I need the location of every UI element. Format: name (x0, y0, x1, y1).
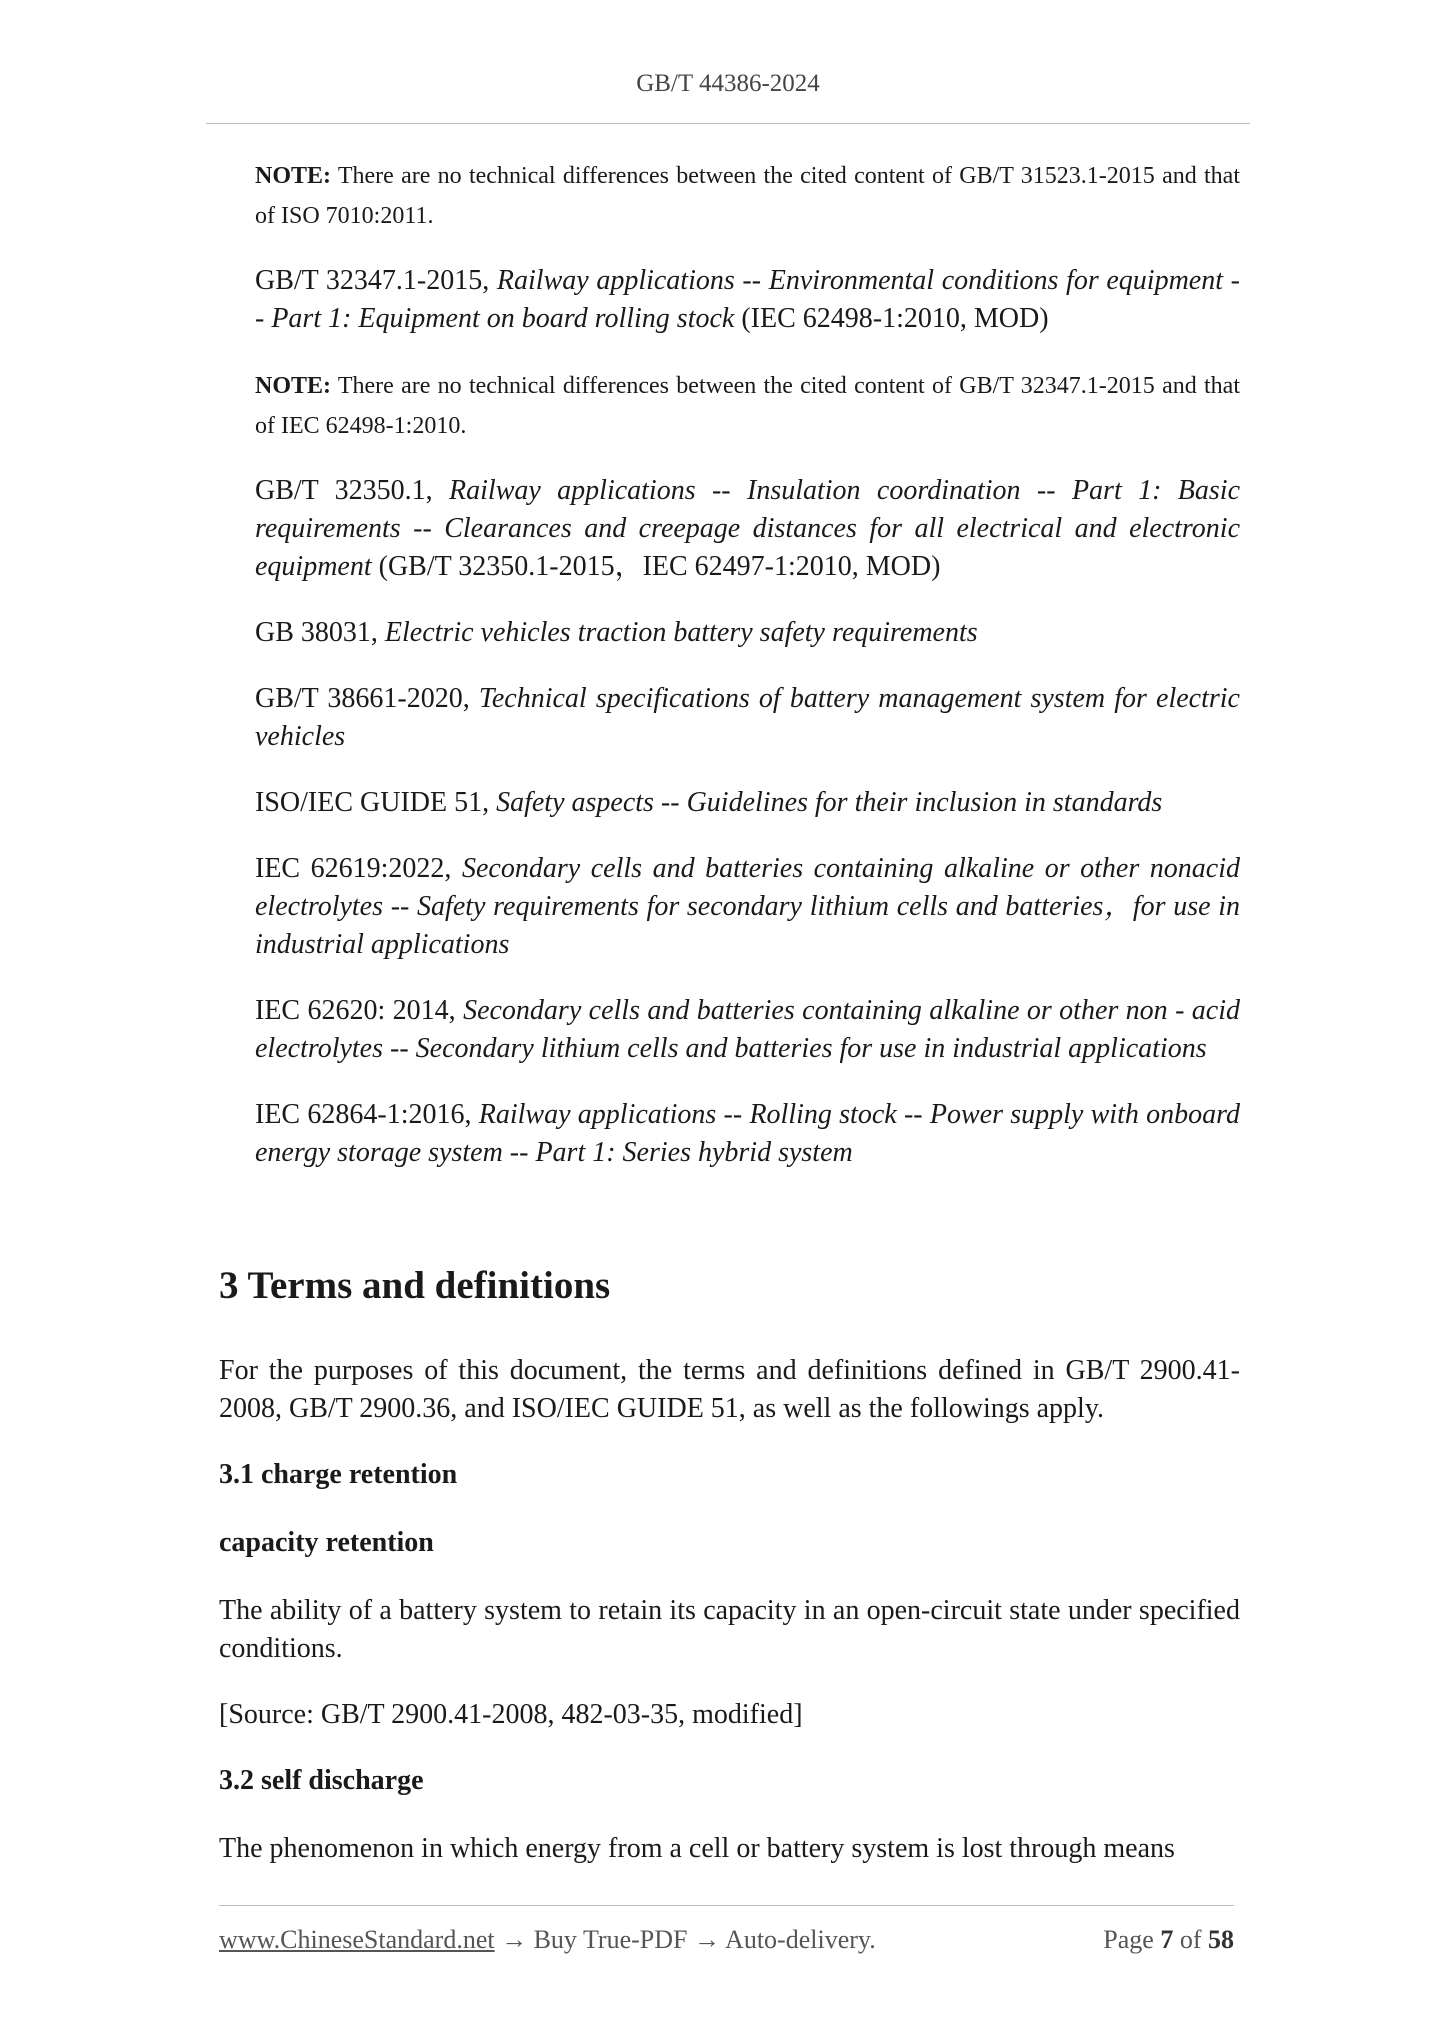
ref-suffix: (IEC 62498-1:2010, MOD) (734, 303, 1049, 334)
footer-divider (219, 1905, 1234, 1906)
footer-promo (219, 1925, 876, 1955)
term-heading-3-2: 3.2 self discharge (219, 1765, 424, 1796)
ref-suffix: (GB/T 32350.1-2015，IEC 62497-1:2010, MOD) (371, 551, 941, 582)
site-link[interactable]: www.ChineseStandard.net (219, 1925, 495, 1954)
note-2 (255, 366, 1240, 446)
note-text: There are no technical differences between the cited content of GB/T 32347.1-2015 and that of IEC 62498-1:2010. (255, 373, 1240, 439)
ref-title: Railway applications -- Insulation coordination -- Part 1: Basic requirements -- Clearances and creepage distances for all electrical and electronic equipment (255, 475, 1241, 582)
ref-code: GB 38031, (255, 617, 385, 648)
ref-code: GB/T 32347.1-2015, (255, 265, 497, 296)
ref-code: GB/T 38661-2020, (255, 683, 479, 714)
ref-title: Secondary cells and batteries containing alkaline or other nonacid electrolytes -- Safety requirements for secondary lithium cells and batteries，for use in industrial applications (255, 853, 1240, 960)
ref-title: Secondary cells and batteries containing alkaline or other non - acid electrolytes -- Secondary lithium cells and batteries for use in industrial applications (255, 995, 1240, 1064)
normative-references (255, 156, 1240, 1200)
document-footer (219, 1925, 1234, 1955)
ref-iec-62620 (255, 992, 1240, 1068)
terms-section (219, 1262, 1240, 1896)
ref-iso-iec-guide-51 (255, 784, 1240, 822)
ref-gb-38031 (255, 614, 1240, 652)
ref-gbt-32347 (255, 262, 1240, 338)
section-heading: 3 Terms and definitions (219, 1264, 611, 1307)
ref-iec-62619 (255, 850, 1240, 964)
ref-title: Technical specifications of battery management system for electric vehicles (255, 683, 1240, 752)
ref-code: IEC 62620: 2014, (255, 995, 464, 1026)
of-word: of (1173, 1925, 1208, 1954)
ref-code: ISO/IEC GUIDE 51, (255, 787, 497, 818)
section-intro: For the purposes of this document, the terms and definitions defined in GB/T 2900.41-2008, GB/T 2900.36, and ISO/IEC GUIDE 51, as well as the followings apply. (219, 1355, 1240, 1424)
ref-title: Electric vehicles traction battery safety requirements (384, 617, 978, 648)
note-label: NOTE: (255, 373, 332, 399)
footer-tagline: → Buy True-PDF → Auto-delivery. (494, 1925, 876, 1954)
term-alt-3-1: capacity retention (219, 1527, 434, 1558)
page-word: Page (1103, 1925, 1161, 1954)
ref-code: IEC 62864-1:2016, (255, 1099, 479, 1130)
ref-iec-62864 (255, 1096, 1240, 1172)
note-1 (255, 156, 1240, 236)
page-indicator (1103, 1925, 1234, 1955)
term-source-3-1: [Source: GB/T 2900.41-2008, 482-03-35, modified] (219, 1699, 803, 1730)
header-divider (206, 123, 1250, 124)
note-text: There are no technical differences between the cited content of GB/T 31523.1-2015 and that of ISO 7010:2011. (255, 163, 1240, 229)
document-header: GB/T 44386-2024 (636, 70, 820, 97)
ref-code: IEC 62619:2022, (255, 853, 462, 884)
ref-title: Railway applications -- Environmental conditions for equipment -- Part 1: Equipment on board rolling stock (255, 265, 1240, 334)
ref-gbt-32350 (255, 472, 1240, 586)
page-number: 7 (1160, 1925, 1174, 1954)
term-definition-3-1: The ability of a battery system to retain its capacity in an open-circuit state under specified conditions. (219, 1595, 1240, 1664)
ref-title: Safety aspects -- Guidelines for their inclusion in standards (496, 787, 1163, 818)
ref-code: GB/T 32350.1, (255, 475, 450, 506)
term-definition-3-2: The phenomenon in which energy from a cell or battery system is lost through means (219, 1833, 1175, 1864)
term-heading-3-1: 3.1 charge retention (219, 1459, 458, 1490)
note-label: NOTE: (255, 163, 332, 189)
ref-title: Railway applications -- Rolling stock -- Power supply with onboard energy storage system -- Part 1: Series hybrid system (255, 1099, 1240, 1168)
page-total: 58 (1208, 1925, 1234, 1954)
ref-gbt-38661 (255, 680, 1240, 756)
